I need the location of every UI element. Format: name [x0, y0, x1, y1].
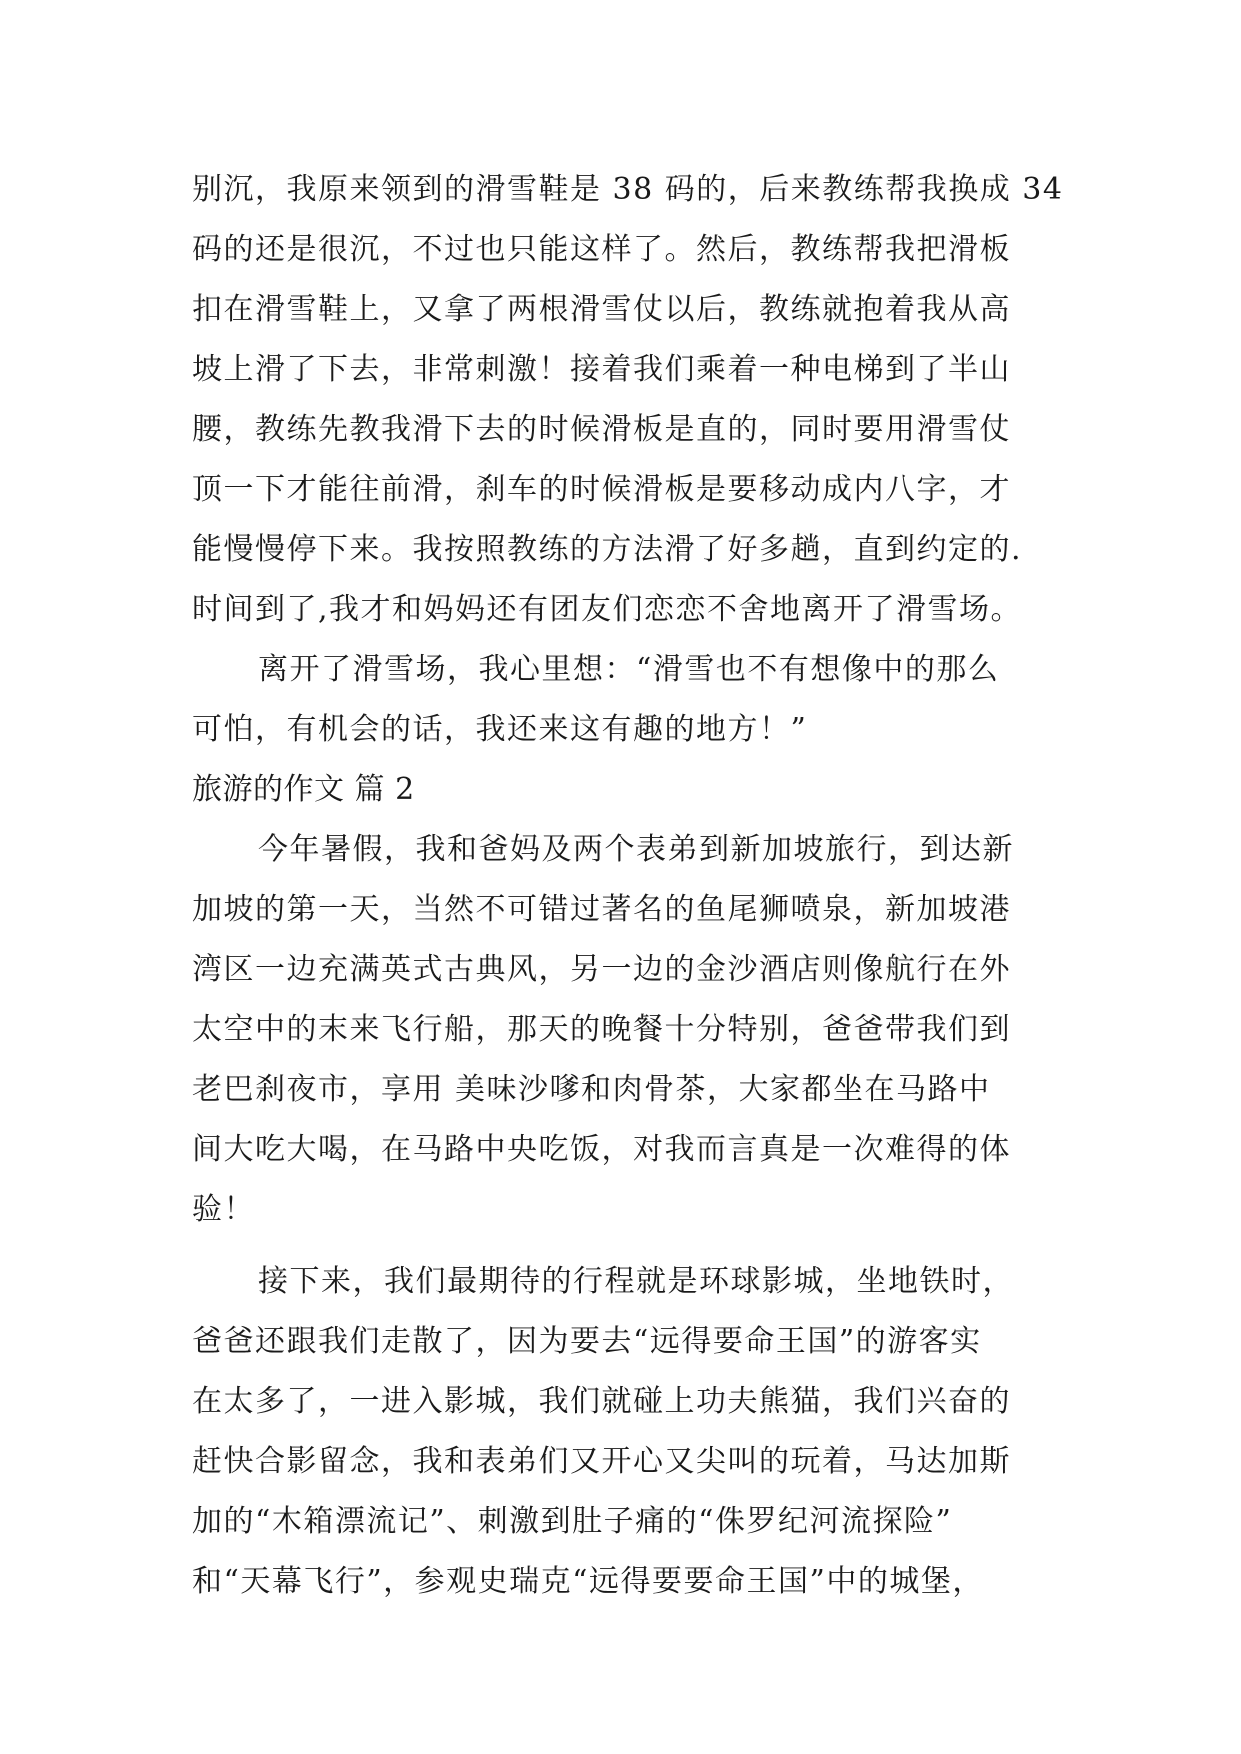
document-page: [192, 160, 1064, 1612]
text-line: 赶快合影留念，我和表弟们又开心又尖叫的玩着，马达加斯: [192, 1444, 1011, 1479]
text-line: 顶一下才能往前滑，刹车的时候滑板是要移动成内八字，才: [192, 472, 1011, 507]
text-line: 间大吃大喝，在马路中央吃饭，对我而言真是一次难得的体: [192, 1132, 1011, 1167]
text-line: 可怕，有机会的话，我还来这有趣的地方！”: [192, 712, 808, 747]
text-line: 湾区一边充满英式古典风，另一边的金沙酒店则像航行在外: [192, 952, 1011, 987]
text-line: 能慢慢停下来。我按照教练的方法滑了好多趟，直到约定的.: [192, 532, 1023, 567]
text-line: 时间到了,我才和妈妈还有团友们恋恋不舍地离开了滑雪场。: [192, 592, 1023, 627]
text-line: 加坡的第一天，当然不可错过著名的鱼尾狮喷泉，新加坡港: [192, 892, 1011, 927]
paragraph-spacer: [192, 1240, 1052, 1252]
text-line: 坡上滑了下去，非常刺激！接着我们乘着一种电梯到了半山: [192, 352, 1011, 387]
text-line: 腰，教练先教我滑下去的时候滑板是直的，同时要用滑雪仗: [192, 412, 1011, 447]
text-line: 爸爸还跟我们走散了，因为要去“远得要命王国”的游客实: [192, 1324, 982, 1359]
text-line: 码的还是很沉，不过也只能这样了。然后，教练帮我把滑板: [192, 232, 1011, 267]
paragraph-first-line: 接下来，我们最期待的行程就是环球影城，坐地铁时，: [258, 1264, 1014, 1299]
text-line: 验！: [192, 1192, 255, 1227]
text-line: 扣在滑雪鞋上，又拿了两根滑雪仗以后，教练就抱着我从高: [192, 292, 1011, 327]
section-heading: 旅游的作文 篇 2: [192, 772, 415, 807]
text-line: 老巴刹夜市，享用 美味沙嗲和肉骨茶，大家都坐在马路中: [192, 1072, 991, 1107]
text-line: 别沉，我原来领到的滑雪鞋是 38 码的，后来教练帮我换成 34: [192, 172, 1064, 207]
text-line: 和“天幕飞行”，参观史瑞克“远得要要命王国”中的城堡，: [192, 1564, 984, 1599]
text-line: 加的“木箱漂流记”、刺激到肚子痛的“侏罗纪河流探险”: [192, 1504, 953, 1539]
paragraph-first-line: 今年暑假，我和爸妈及两个表弟到新加坡旅行，到达新: [258, 832, 1014, 867]
text-line: 在太多了，一进入影城，我们就碰上功夫熊猫，我们兴奋的: [192, 1384, 1011, 1419]
text-line: 太空中的末来飞行船，那天的晚餐十分特别，爸爸带我们到: [192, 1012, 1011, 1047]
paragraph-first-line: 离开了滑雪场，我心里想：“滑雪也不有想像中的那么: [258, 652, 1000, 687]
